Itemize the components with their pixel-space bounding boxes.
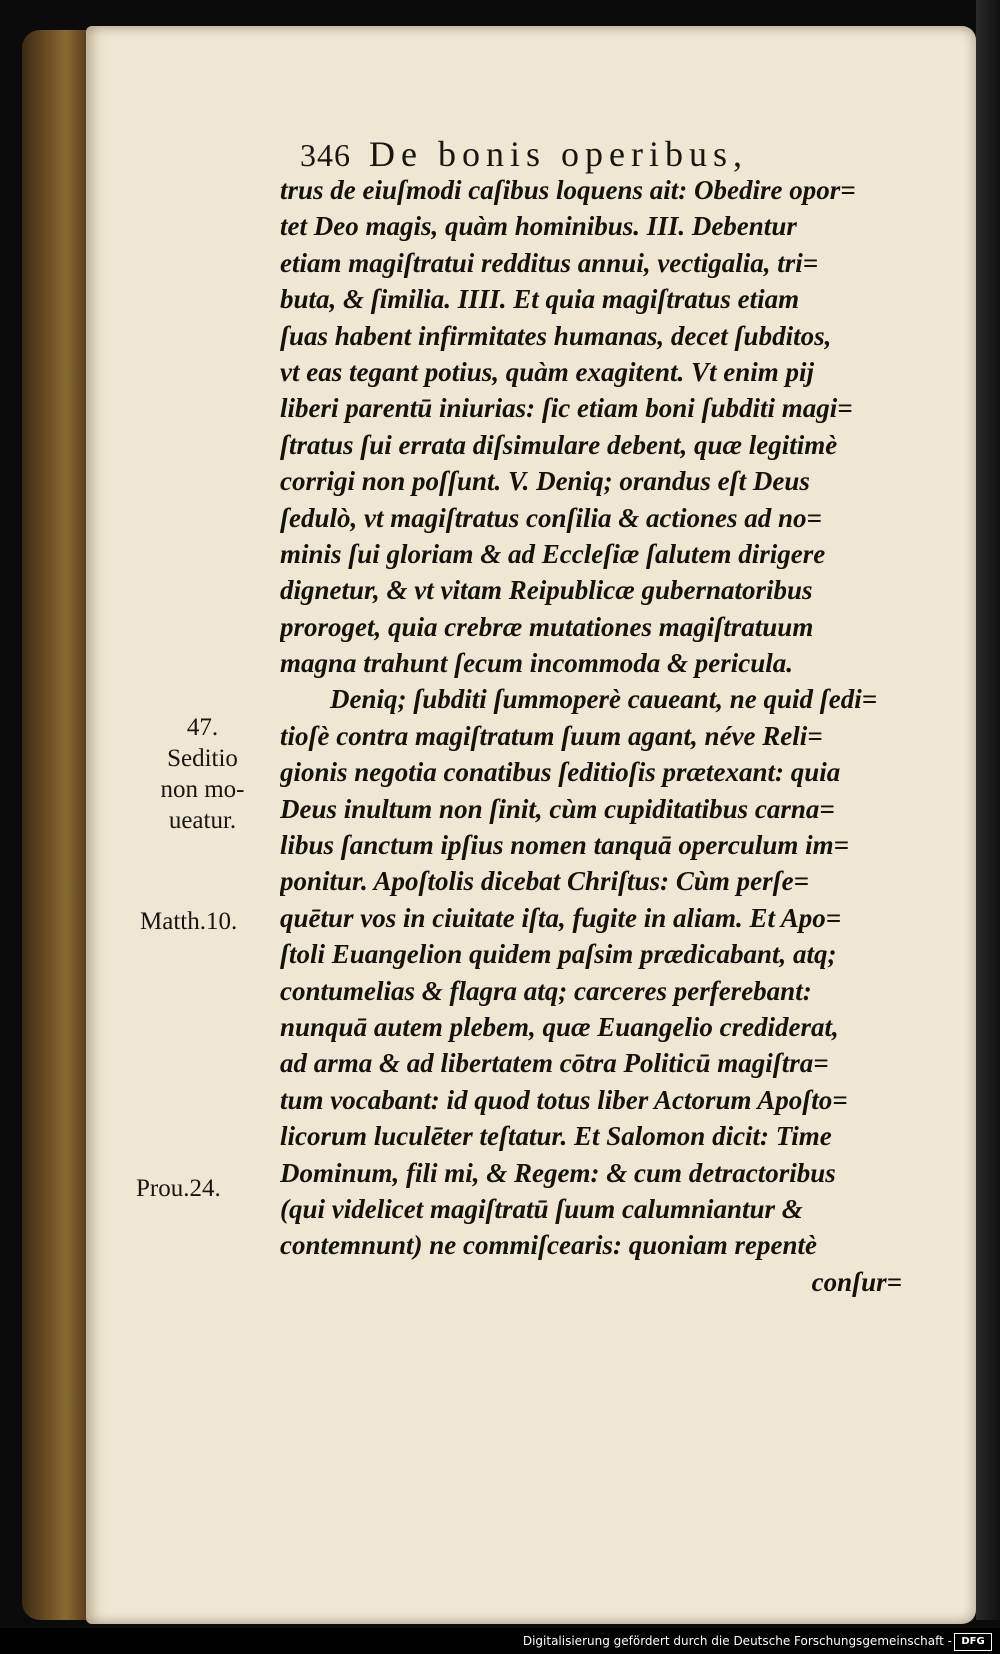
marginal-reference-matth: Matth.10. — [140, 908, 238, 935]
text-line: dignetur, & vt vitam Reipublicæ gubernatoribus — [280, 575, 813, 606]
text-line: ſuas habent infirmitates humanas, decet ſubditos, — [280, 320, 832, 351]
text-line: contemnunt) ne commiſcearis: quoniam repentè — [280, 1230, 817, 1261]
text-line: proroget, quia crebræ mutationes magiſtratuum — [280, 611, 814, 642]
text-line: etiam magiſtratui redditus annui, vectigalia, tri= — [280, 247, 819, 278]
page-number: 346 — [300, 137, 351, 173]
text-line: contumelias & flagra atq; carceres perferebant: — [280, 975, 812, 1006]
text-line: libus ſanctum ipſius nomen tanquā operculum im= — [280, 830, 850, 861]
text-line: quētur vos in ciuitate iſta, fugite in aliam. Et Apo= — [280, 902, 842, 933]
text-line: Deus inultum non ſinit, cùm cupiditatibus carna= — [280, 793, 835, 824]
marginal-reference-prou: Prou.24. — [136, 1175, 221, 1202]
text-line: nunquā autem plebem, quæ Euangelio crediderat, — [280, 1011, 839, 1042]
text-line: trus de eiuſmodi caſibus loquens ait: Obedire opor= — [280, 175, 856, 205]
marginal-note-line: Seditio — [167, 745, 238, 772]
running-head-title: De bonis operibus, — [369, 134, 748, 174]
text-line: Deniq; ſubditi ſummoperè caueant, ne quid ſedi= — [330, 684, 878, 715]
marginal-note-number: 47. — [186, 714, 219, 741]
text-line: vt eas tegant potius, quàm exagitent. Vt enim pij — [280, 356, 815, 387]
text-line: tet Deo magis, quàm hominibus. III. Debentur — [280, 211, 797, 242]
text-line: Dominum, fili mi, & Regem: & cum detractoribus — [280, 1157, 836, 1188]
text-line: magna trahunt ſecum incommoda & pericula. — [280, 648, 794, 679]
marginal-note — [140, 712, 265, 836]
text-line: tum vocabant: id quod totus liber Actorum Apoſto= — [280, 1084, 848, 1115]
dfg-logo: DFG — [954, 1633, 992, 1651]
digitization-credit: Digitalisierung gefördert durch die Deutsche Forschungsgemeinschaft - — [522, 1634, 952, 1648]
text-line: minis ſui gloriam & ad Eccleſiæ ſalutem dirigere — [280, 538, 826, 569]
catchword: conſur= — [811, 1266, 902, 1297]
main-text-block — [280, 172, 930, 1300]
text-line: ſtratus ſui errata diſsimulare debent, quæ legitimè — [280, 429, 838, 460]
running-head — [300, 133, 900, 175]
text-line: liberi parentū iniurias: ſic etiam boni ſubditi magi= — [280, 393, 853, 424]
text-line: gionis negotia conatibus ſeditioſis prætexant: quia — [280, 757, 841, 788]
text-line: ad arma & ad libertatem cōtra Politicū magiſtra= — [280, 1048, 829, 1079]
text-line: corrigi non poſſunt. V. Deniq; orandus eſt Deus — [280, 466, 810, 497]
text-line: ponitur. Apoſtolis dicebat Chriſtus: Cùm perſe= — [280, 866, 809, 897]
marginal-note-line: non mo- — [160, 776, 245, 803]
text-line: buta, & ſimilia. IIII. Et quia magiſtratus etiam — [280, 284, 800, 315]
marginal-note-line: ueatur. — [168, 807, 237, 834]
text-line: tioſè contra magiſtratum ſuum agant, néve Reli= — [280, 720, 823, 751]
scan-right-edge — [976, 0, 1000, 1620]
text-line: licorum luculēter teſtatur. Et Salomon dicit: Time — [280, 1121, 832, 1152]
text-line: ſtoli Euangelion quidem paſsim prædicabant, atq; — [280, 939, 837, 970]
text-line: (qui videlicet magiſtratū ſuum calumniantur & — [280, 1193, 803, 1224]
text-line: ſedulò, vt magiſtratus conſilia & actiones ad no= — [280, 502, 822, 533]
